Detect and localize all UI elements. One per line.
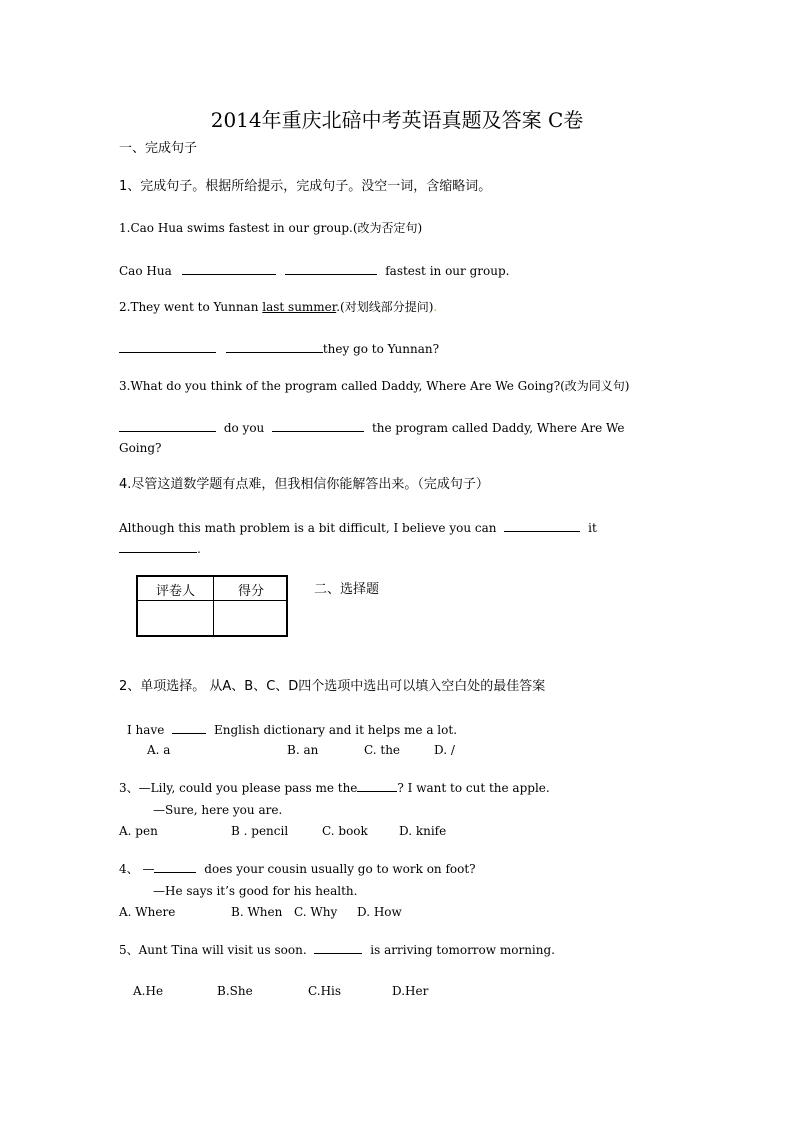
answer-blank[interactable] — [226, 340, 323, 353]
q4-reply: —He says it’s good for his health. — [153, 884, 358, 898]
section2-heading: 二、选择题 — [314, 582, 380, 597]
q1-4-stem: 4.尽管这道数学题有点难，但我相信你能解答出来。（完成句子） — [119, 477, 489, 492]
q5-options — [133, 983, 428, 999]
q3-stem-post: ? I want to cut the apple. — [397, 781, 550, 795]
option-c[interactable]: C. book — [322, 824, 368, 838]
q5-stem-pre: 5、Aunt Tina will visit us soon. — [119, 943, 307, 957]
option-d[interactable]: D. knife — [399, 824, 447, 838]
q3-stem — [119, 779, 550, 796]
q1-3-answer-line — [119, 419, 625, 436]
q1-3-stem: 3.What do you think of the program called Daddy, Where Are We Going?(改为同义句) — [119, 379, 630, 393]
answer-blank[interactable] — [182, 262, 276, 275]
option-a[interactable]: A. a — [147, 743, 171, 757]
option-a[interactable]: A. pen — [119, 824, 158, 838]
option-b[interactable]: B . pencil — [231, 824, 289, 838]
option-b[interactable]: B. an — [287, 743, 319, 757]
section1-heading: 一、完成句子 — [119, 141, 198, 156]
option-c[interactable]: C.His — [308, 984, 342, 998]
q4-stem-pre: 4、 — — [119, 862, 155, 876]
q1-3-answer-wrap: Going? — [119, 441, 162, 455]
option-c[interactable]: C. Why — [294, 905, 338, 919]
q2-options — [147, 742, 455, 758]
option-d[interactable]: D.Her — [392, 984, 429, 998]
q1-2-post: .(对划线部分提问) — [336, 300, 434, 314]
answer-blank[interactable] — [154, 860, 196, 873]
q1-2-dot: . — [433, 300, 438, 314]
q1-1-answer-end: fastest in our group. — [385, 264, 510, 278]
q1-2-answer-line — [119, 340, 439, 357]
answer-blank[interactable] — [357, 779, 397, 792]
q3-stem-pre: 3、—Lily, could you please pass me the — [119, 781, 358, 795]
q1-instruction: 1、完成句子。根据所给提示，完成句子。没空一词，含缩略词。 — [119, 179, 492, 194]
q1-2-stem — [119, 299, 437, 315]
option-a[interactable]: A.He — [133, 984, 164, 998]
q1-2-answer-end: they go to Yunnan? — [322, 342, 440, 356]
q2-instruction: 2、单项选择。 从A、B、C、D四个选项中选出可以填入空白处的最佳答案 — [119, 679, 546, 694]
q1-4-answer-start: Although this math problem is a bit difficult, I believe you can — [119, 521, 497, 535]
q1-4-answer-mid: it — [588, 521, 597, 535]
q4-stem — [119, 860, 476, 877]
answer-blank[interactable] — [314, 941, 362, 954]
q1-3-answer-end: the program called Daddy, Where Are We — [371, 421, 625, 435]
q1-4-answer-line — [119, 519, 597, 536]
answer-blank[interactable] — [119, 419, 216, 432]
answer-blank[interactable] — [504, 519, 580, 532]
answer-blank[interactable] — [272, 419, 364, 432]
score-table-score-header: 得分 — [237, 584, 264, 599]
answer-blank[interactable] — [172, 721, 206, 734]
score-table-grader-header: 评卷人 — [155, 584, 195, 599]
q1-2-underlined: last summer — [262, 300, 337, 314]
q2-stem-pre: I have — [127, 723, 165, 737]
q5-stem-post: is arriving tomorrow morning. — [370, 943, 555, 957]
q1-1-answer-line — [119, 262, 509, 279]
answer-blank[interactable] — [119, 340, 216, 353]
q3-options — [119, 823, 446, 839]
q1-4-answer-end: . — [197, 542, 201, 556]
option-b[interactable]: B.She — [217, 984, 253, 998]
option-c[interactable]: C. the — [364, 743, 401, 757]
q1-4-answer-wrap — [119, 540, 201, 557]
score-table — [136, 575, 288, 637]
q4-options — [119, 904, 402, 920]
q4-stem-post: does your cousin usually go to work on foot? — [204, 862, 476, 876]
page-title: 2014年重庆北碚中考英语真题及答案 C卷 — [210, 108, 584, 132]
option-d[interactable]: D. / — [434, 743, 455, 757]
option-a[interactable]: A. Where — [119, 905, 176, 919]
q1-1-answer-start: Cao Hua — [119, 264, 172, 278]
q2-stem-post: English dictionary and it helps me a lot. — [213, 723, 458, 737]
q1-2-pre: 2.They went to Yunnan — [119, 300, 263, 314]
answer-blank[interactable] — [119, 540, 197, 553]
q3-reply: —Sure, here you are. — [153, 803, 283, 817]
q1-3-answer-mid: do you — [223, 421, 265, 435]
q5-stem — [119, 941, 555, 958]
q1-1-stem: 1.Cao Hua swims fastest in our group.(改为否定句) — [119, 221, 423, 235]
q2-stem — [127, 721, 457, 738]
option-b[interactable]: B. When — [231, 905, 283, 919]
option-d[interactable]: D. How — [357, 905, 402, 919]
answer-blank[interactable] — [285, 262, 377, 275]
